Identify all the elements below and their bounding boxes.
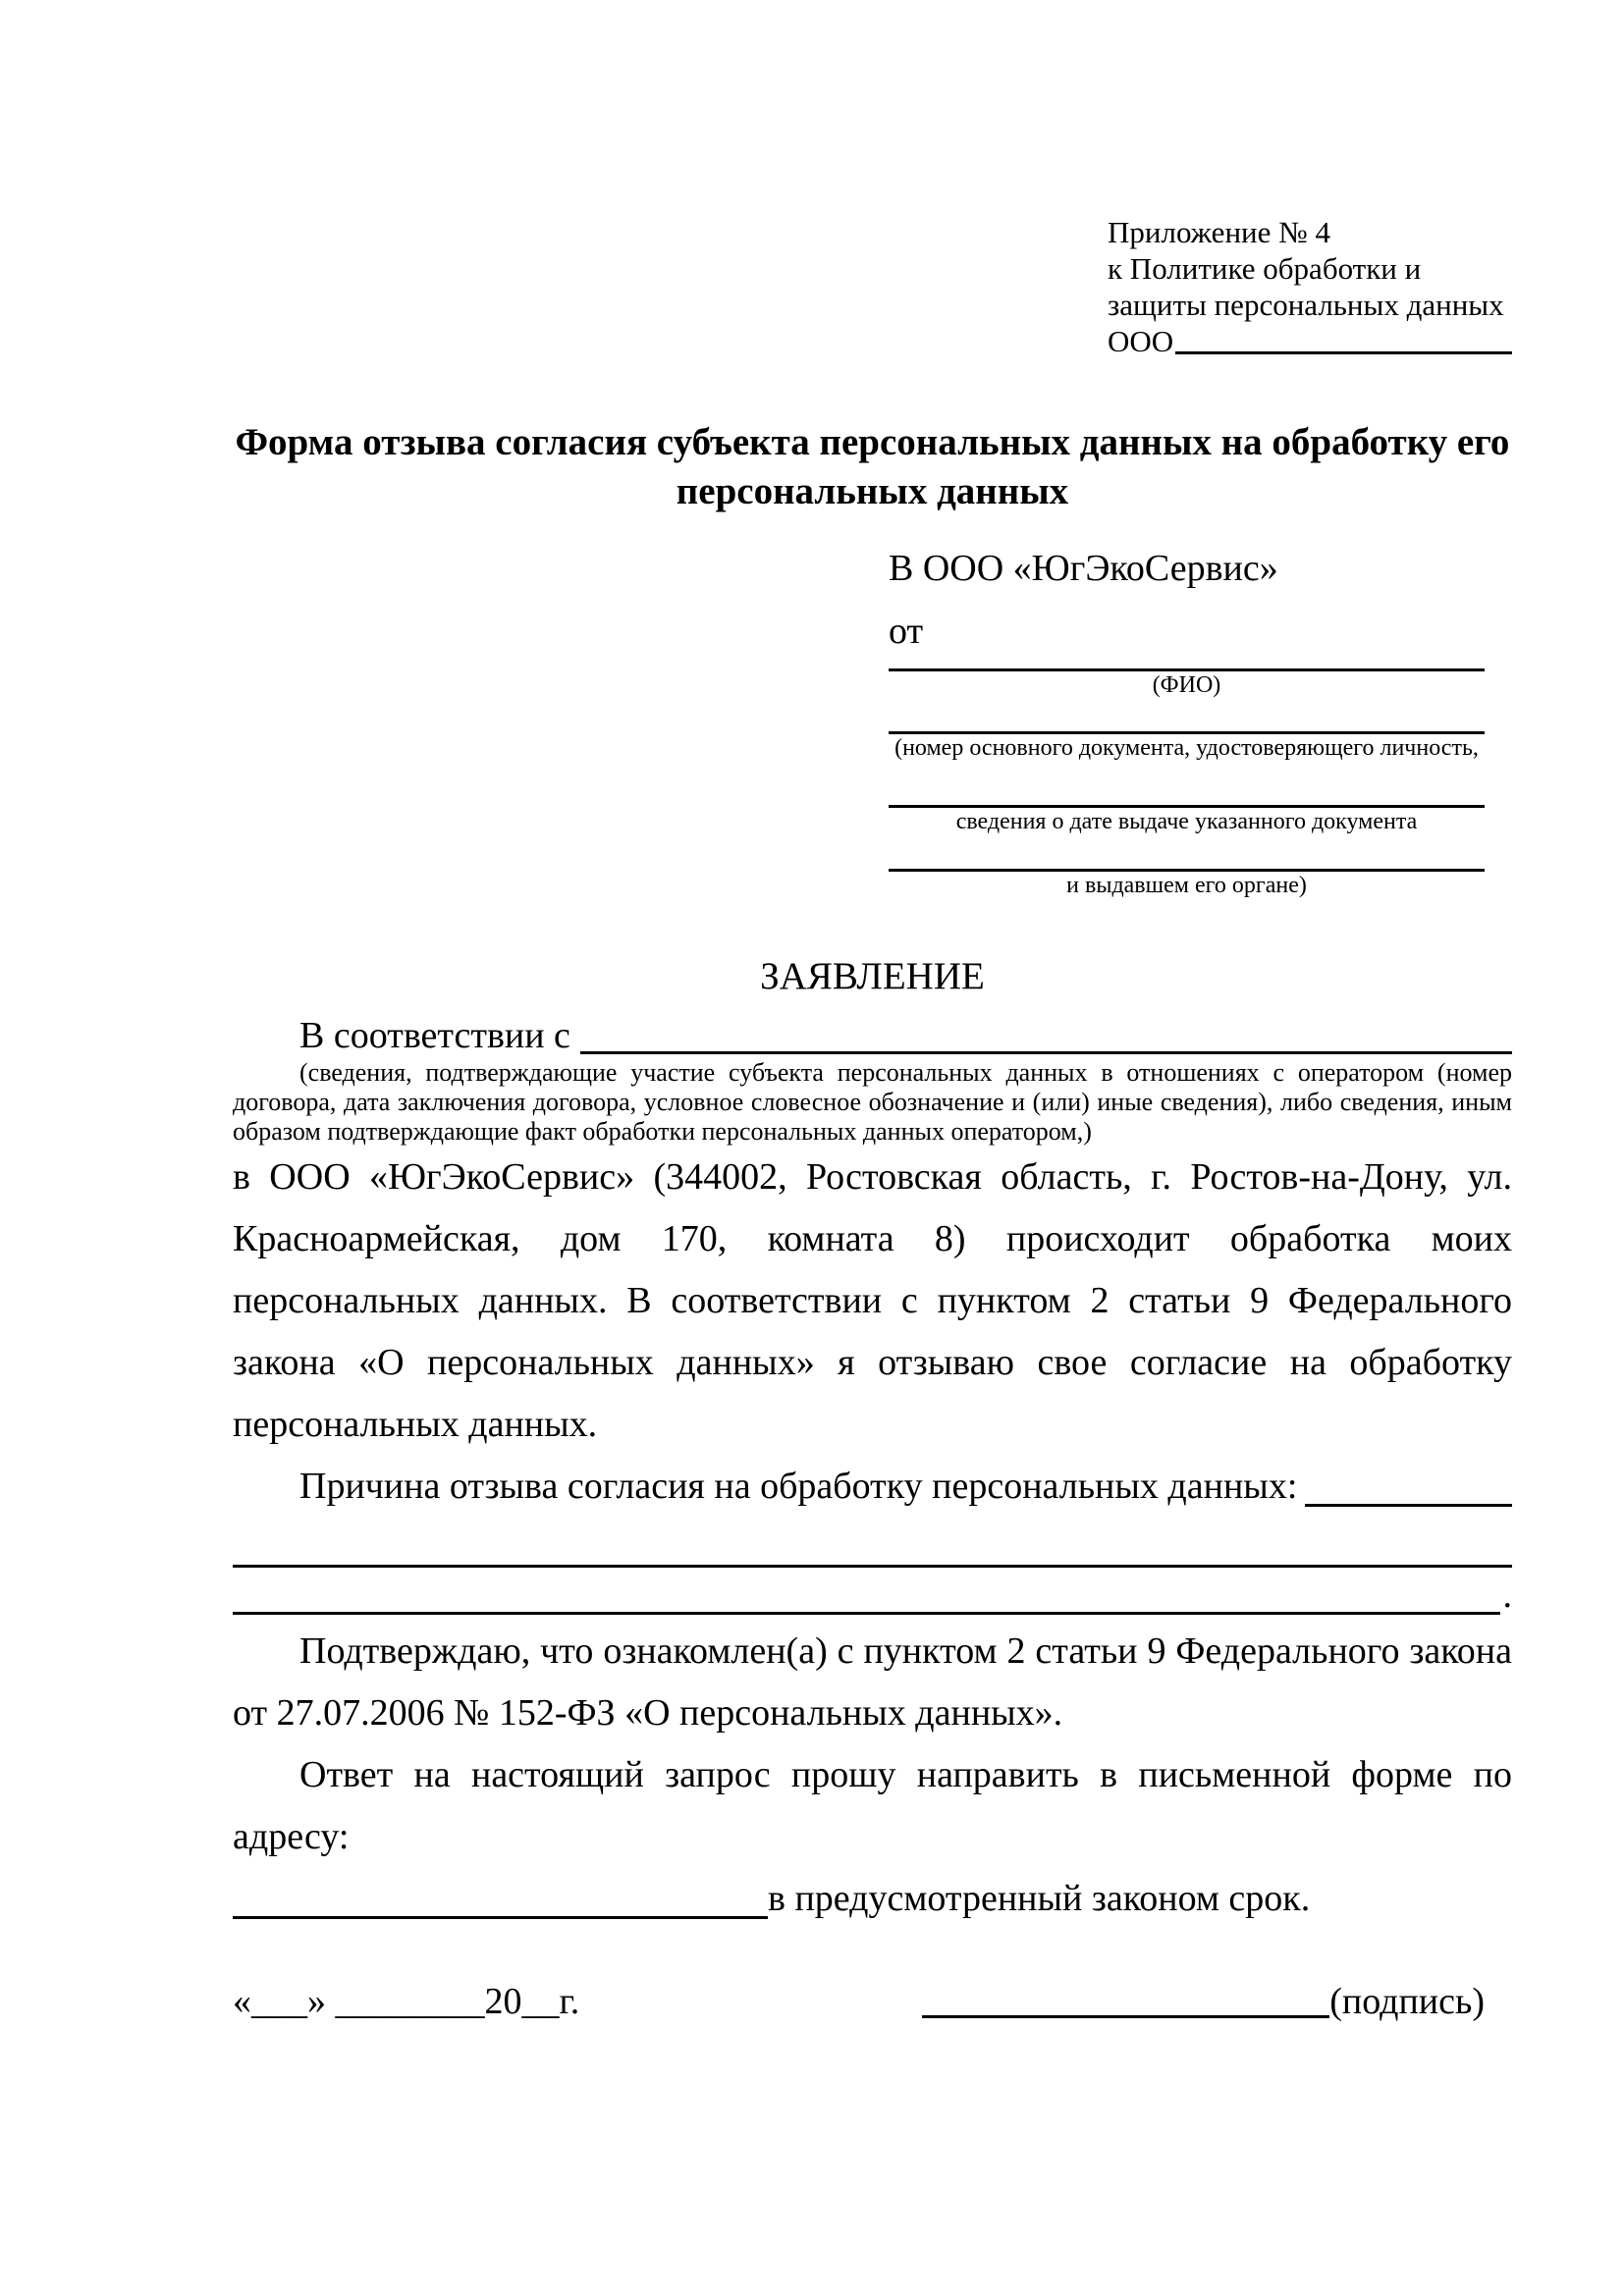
statement-heading: ЗАЯВЛЕНИЕ <box>760 955 985 997</box>
accordance-row <box>233 1013 1512 1058</box>
date-line: «___» ________20__г. <box>233 1981 580 2022</box>
reply-address-blank-field[interactable] <box>233 1868 768 1919</box>
reply-suffix: в предусмотренный законом срок. <box>768 1878 1311 1919</box>
reason-blank-field[interactable] <box>1305 1456 1512 1507</box>
appendix-line-1: Приложение № 4 <box>1108 215 1330 249</box>
issue-date-blank-field[interactable] <box>889 762 1485 808</box>
accordance-label: В соответствии с <box>299 1015 570 1056</box>
appendix-company-line <box>1108 323 1512 359</box>
signature-caption: (подпись) <box>1329 1981 1485 2022</box>
reason-row <box>233 1456 1512 1518</box>
appendix-note <box>1108 214 1512 359</box>
from-label: от <box>889 611 924 652</box>
reason-blank-line-1[interactable] <box>233 1518 1512 1568</box>
appendix-line-2: к Политике обработки и <box>1108 251 1422 286</box>
issuer-blank-field[interactable] <box>889 835 1485 872</box>
signature-blank-field[interactable] <box>922 2015 1329 2018</box>
company-prefix: ООО <box>1108 324 1174 358</box>
signature-group <box>922 1977 1485 2026</box>
reply-request-paragraph: Ответ на настоящий запрос прошу направить в письменной форме по адресу: <box>233 1754 1512 1857</box>
main-paragraph: в ООО «ЮгЭкоСервис» (344002, Ростовская область, г. Ростов-на-Дону, ул. Красноармейская, дом 170, комната 8) происходит обработка моих персональных данных. В соответствии с пунктом 2 статьи 9 Федерального закона «О персональных данных» я отзываю свое согласие на обработку персональных данных. <box>233 1156 1512 1445</box>
addressee-block <box>889 546 1485 899</box>
issue-date-caption: сведения о дате выдаче указанного документа <box>955 809 1418 834</box>
fio-caption: (ФИО) <box>1152 672 1221 698</box>
footer-row <box>233 1977 1512 2026</box>
reason-period: . <box>1502 1575 1512 1616</box>
appendix-line-3: защиты персональных данных <box>1108 288 1504 322</box>
accordance-blank-field[interactable] <box>580 1013 1512 1054</box>
reply-address-row <box>233 1868 1512 1930</box>
form-title: Форма отзыва согласия субъекта персональных данных на обработку его персональных данных <box>235 421 1510 512</box>
doc-number-caption: (номер основного документа, удостоверяющего личность, <box>894 735 1479 761</box>
recipient-organization: В ООО «ЮгЭкоСервис» <box>889 548 1278 589</box>
issuer-caption: и выдавшем его органе) <box>1066 873 1307 898</box>
confirmation-paragraph: Подтверждаю, что ознакомлен(а) с пунктом 2 статьи 9 Федерального закона от 27.07.2006 № 152-ФЗ «О персональных данных». <box>233 1630 1512 1734</box>
reason-label: Причина отзыва согласия на обработку персональных данных: <box>299 1466 1298 1507</box>
reason-blank-line-2-row <box>233 1568 1512 1615</box>
reason-blank-line-2[interactable] <box>233 1568 1500 1615</box>
company-name-blank-field[interactable] <box>1175 351 1512 354</box>
legal-basis-footnote: (сведения, подтверждающие участие субъекта персональных данных в отношениях с оператором (номер договора, дата заключения договора, условное словесное обозначение и (или) иные сведения), либо сведения, иным образом подтверждающие факт обработки персональных данных оператором,) <box>233 1058 1512 1146</box>
doc-number-blank-field[interactable] <box>889 699 1485 734</box>
fio-blank-field[interactable] <box>889 654 1485 671</box>
